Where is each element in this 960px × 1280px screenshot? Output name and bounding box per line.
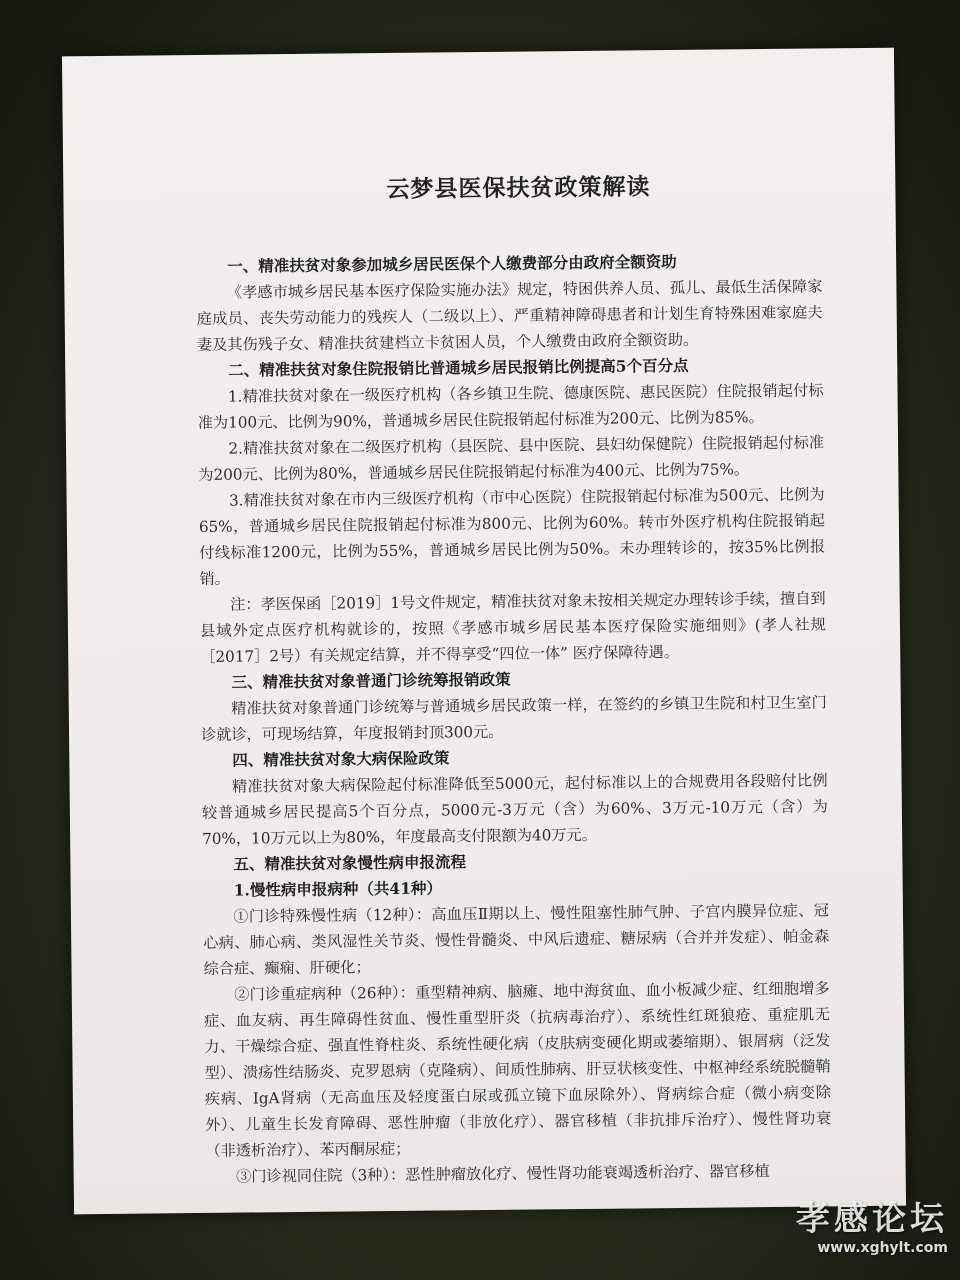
watermark-logo: 孝感论坛 <box>796 1199 948 1239</box>
note-paragraph: 注：孝医保函［2019］1号文件规定，精准扶贫对象未按相关规定办理转诊手续，擅自到县域外定点医疗机构就诊的，按照《孝感市城乡居民基本医疗保险实施细则》(孝人社规［2017］2号）有关规定结算，并不得享受“四位一体” 医疗保障待遇。 <box>199 589 827 666</box>
subsection-heading: 1.慢性病申报病种（共41种） <box>233 878 443 900</box>
section-heading-1: 一、精准扶贫对象参加城乡居民医保个人缴费部分由政府全额资助 <box>227 251 677 276</box>
watermark-url: www.xghylt.com <box>817 1240 948 1256</box>
paragraph: 精准扶贫对象大病保险起付标准降低至5000元，起付标准以上的合规费用各段赔付比例较普通城乡居民提高5个百分点，5000元-3万元（含）为60%、3万元-10万元（含）为70%，10万元以上为80%，年度最高支付限额为40万元。 <box>201 771 828 848</box>
paragraph: 精准扶贫对象普通门诊统筹与普通城乡居民政策一样，在签约的乡镇卫生院和村卫生室门诊就诊，可现场结算，年度报销封顶300元。 <box>200 693 827 744</box>
paragraph: 《孝感市城乡居民基本医疗保险实施办法》规定，特困供养人员、孤儿、最低生活保障家庭成员、丧失劳动能力的残疾人（二级以上）、严重精神障碍患者和计划生育特殊困难家庭夫妻及其伤残子女、精准扶贫建档立卡贫困人员，个人缴费由政府全额资助。 <box>196 277 823 354</box>
paragraph: 2.精准扶贫对象在二级医疗机构（县医院、县中医院、县妇幼保健院）住院报销起付标准为200元、比例为80%，普通城乡居民住院报销起付标准为400元、比例为75%。 <box>198 433 825 484</box>
site-watermark <box>796 1191 948 1256</box>
section-heading-3: 三、精准扶贫对象普通门诊统筹报销政策 <box>231 669 511 692</box>
paragraph: 3.精准扶贫对象在市内三级医疗机构（市中心医院）住院报销起付标准为500元、比例为65%，普通城乡居民住院报销起付标准为800元、比例为60%。转市外医疗机构住院报销起付线标准1200元，比例为55%，普通城乡居民比例为50%。未办理转诊的，按35%比例报销。 <box>198 485 826 588</box>
paragraph: ③门诊视同住院（3种）：恶性肿瘤放化疗、慢性肾功能衰竭透析治疗、器官移植 <box>235 1162 770 1186</box>
document-title: 云梦县医保扶贫政策解读 <box>386 173 651 203</box>
section-heading-4: 四、精准扶贫对象大病保险政策 <box>232 748 450 770</box>
section-heading-2: 二、精准扶贫对象住院报销比普通城乡居民报销比例提高5个百分点 <box>228 355 689 380</box>
paragraph: 1.精准扶贫对象在一级医疗机构（各乡镇卫生院、德康医院、惠民医院）住院报销起付标准为100元、比例为90%，普通城乡居民住院报销起付标准为200元、比例为85%。 <box>197 381 824 432</box>
document-page <box>62 48 906 1215</box>
paragraph: ①门诊特殊慢性病（12种）：高血压Ⅱ期以上、慢性阻塞性肺气肿、子宫内膜异位症、冠心病、肺心病、类风湿性关节炎、慢性骨髓炎、中风后遗症、糖尿病（合并并发症）、帕金森综合症、癫痫、肝硬化； <box>203 901 830 978</box>
section-heading-5: 五、精准扶贫对象慢性病申报流程 <box>233 852 467 874</box>
paragraph: ②门诊重症病种（26种）：重型精神病、脑瘫、地中海贫血、血小板减少症、红细胞增多症、血友病、再生障碍性贫血、慢性重型肝炎（抗病毒治疗）、系统性红斑狼疮、重症肌无力、干燥综合症、强直性脊柱炎、系统性硬化病（皮肤病变硬化期或萎缩期）、银屑病（泛发型）、溃疡性结肠炎、克罗恩病（克隆病）、间质性肺病、肝豆状核变性、中枢神经系统脱髓鞘疾病、IgA肾病（无高血压及轻度蛋白尿或孤立镜下血尿除外）、肾病综合症（微小病变除外）、儿童生长发育障碍、恶性肿瘤（非放化疗）、器官移植（非抗排斥治疗）、慢性肾功衰（非透析治疗）、苯丙酮尿症； <box>203 979 832 1160</box>
